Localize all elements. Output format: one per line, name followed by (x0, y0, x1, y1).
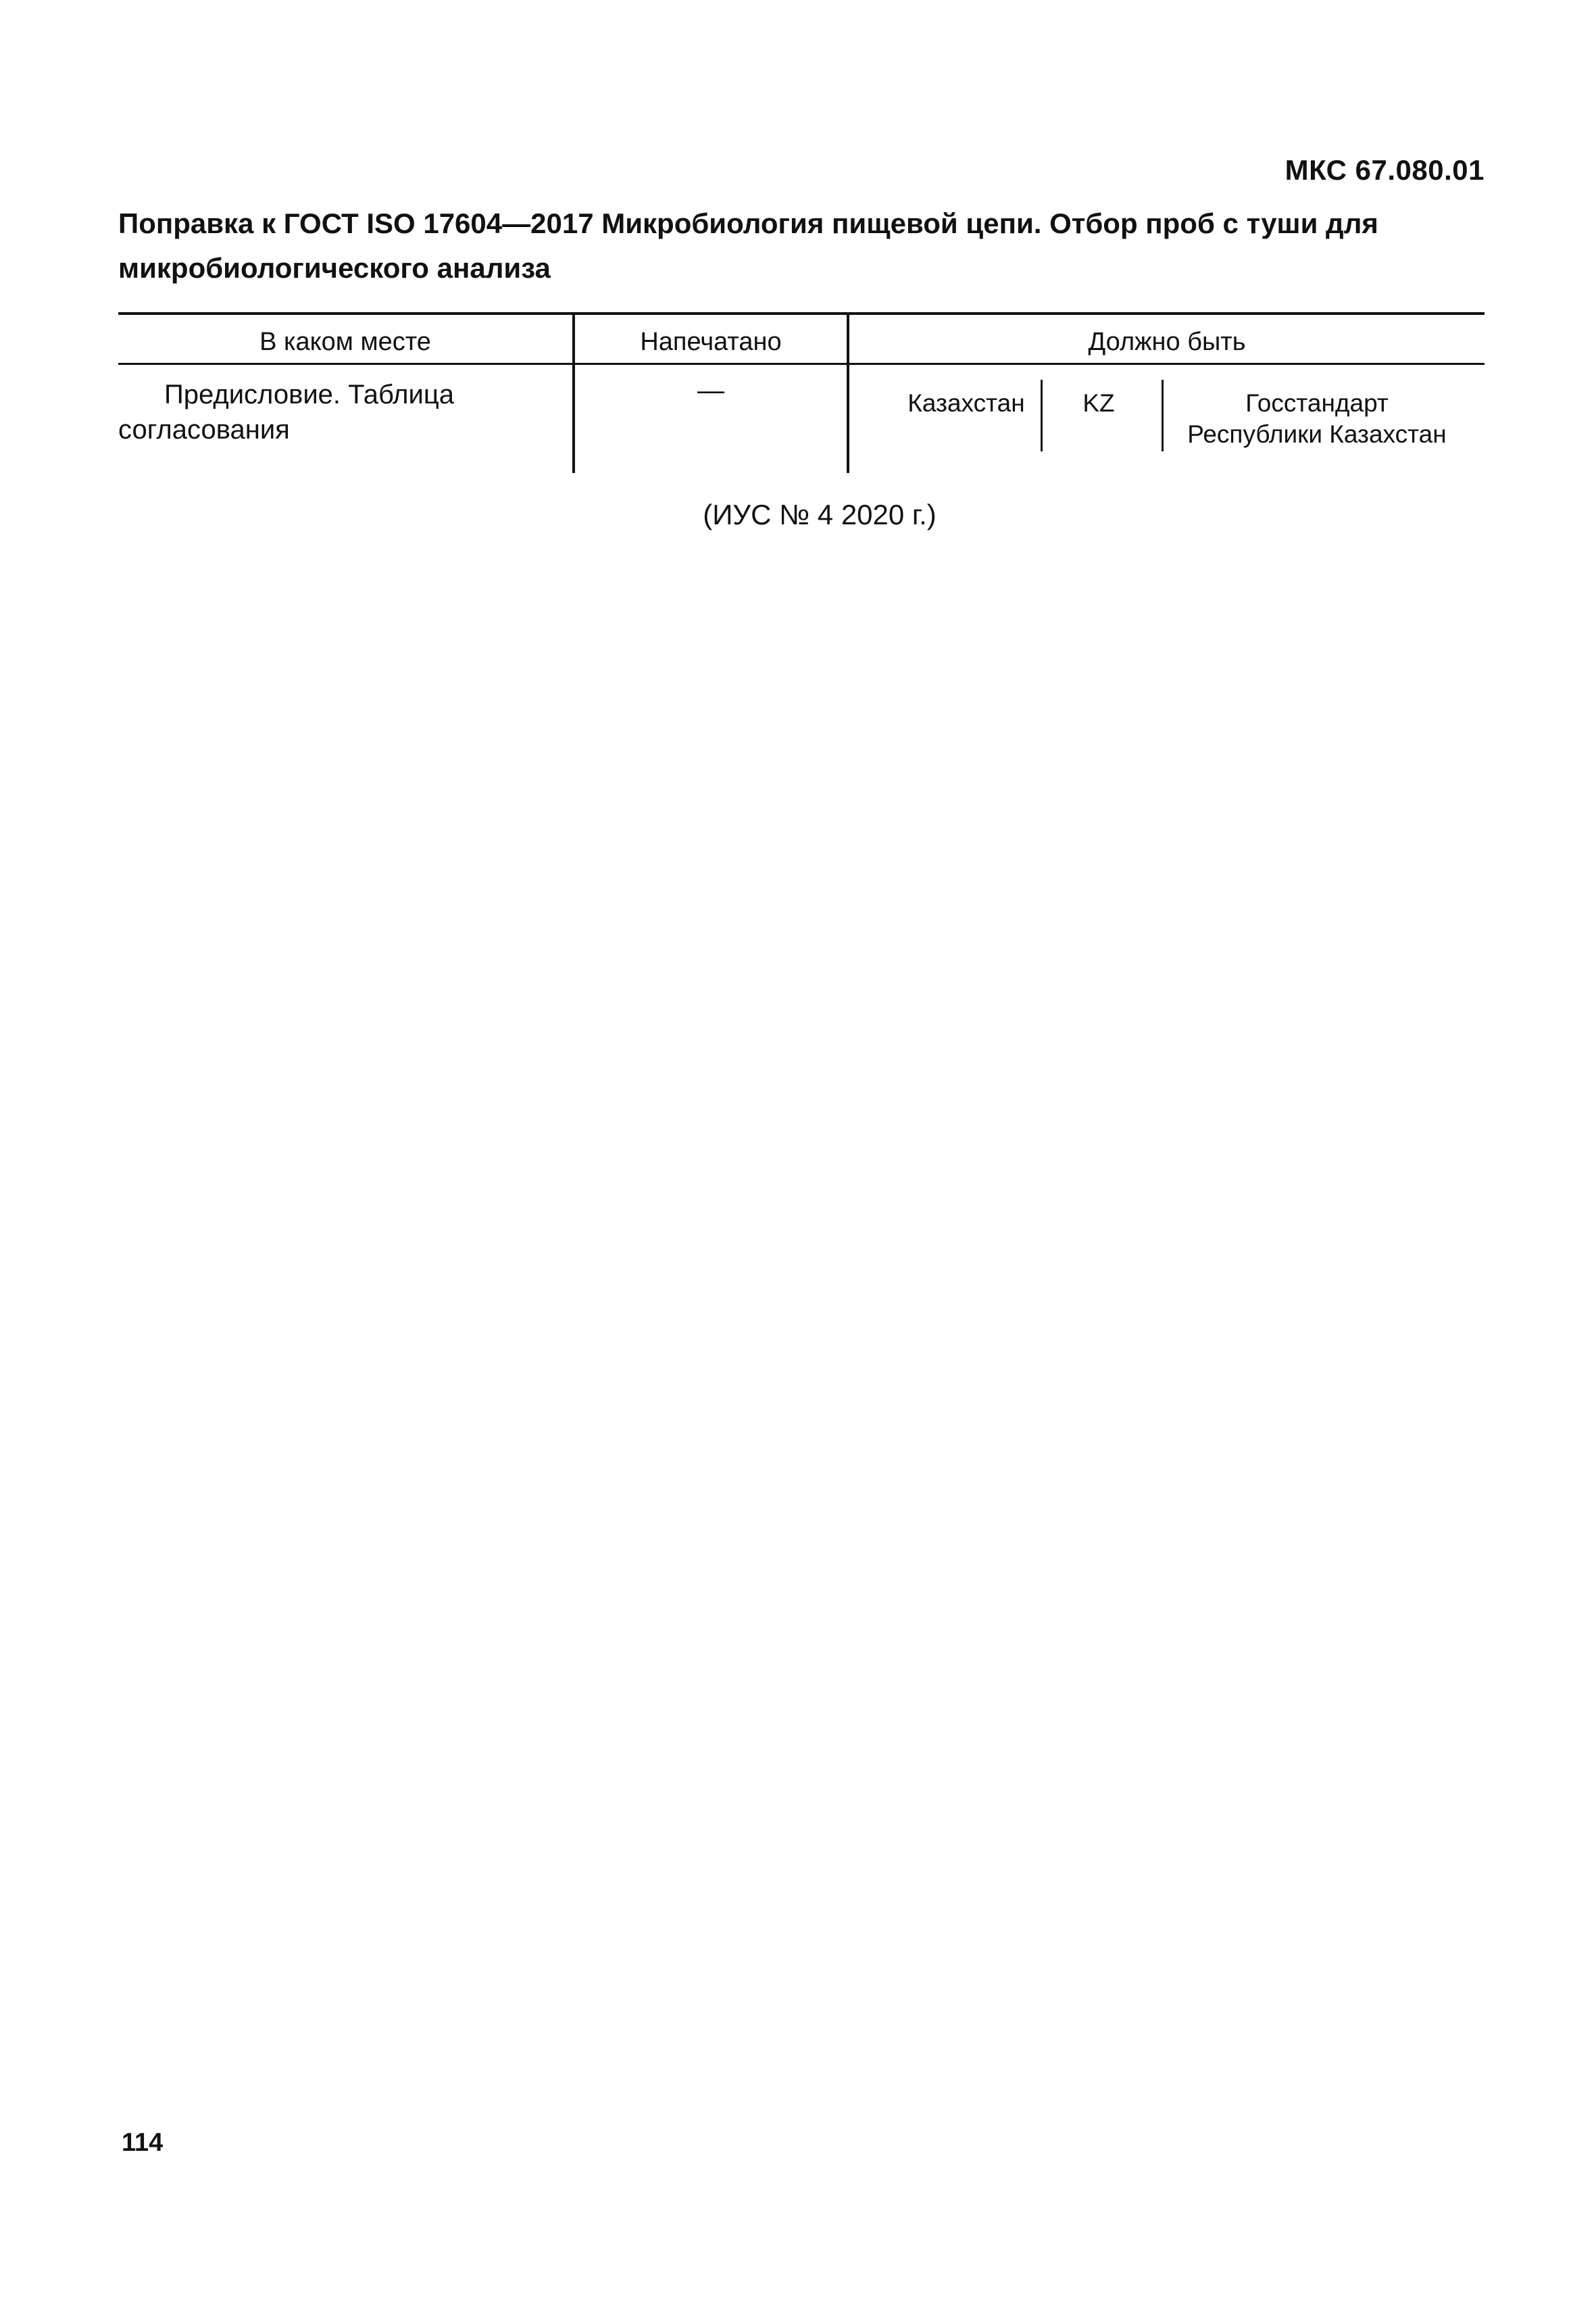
table-top-rule (118, 312, 1485, 315)
ius-reference (0, 499, 1596, 531)
cell-code: KZ (1082, 389, 1115, 417)
column-header-printed: Напечатано (640, 328, 782, 356)
amendment-title: Поправка к ГОСТ ISO 17604—2017 Микробиология пищевой цепи. Отбор проб с туши для микробиологического анализа (118, 207, 1378, 284)
amendment-table (118, 312, 1485, 473)
cell-where: Предисловие. Таблица согласования (118, 380, 454, 445)
sub-divider (1162, 380, 1164, 451)
column-header-should-be: Должно быть (1088, 328, 1246, 356)
mks-code: МКС 67.080.01 (1285, 154, 1485, 186)
cell-printed: — (697, 376, 724, 405)
page-number: 114 (122, 2129, 164, 2157)
cell-authority-line1: Госстандарт (1245, 389, 1389, 417)
ius-reference-text: (ИУС № 4 2020 г.) (703, 499, 937, 530)
column-header-where: В каком месте (259, 328, 431, 356)
table-header-rule (118, 363, 1485, 365)
cell-authority-line2: Республики Казахстан (1187, 420, 1447, 448)
cell-country: Казахстан (907, 389, 1025, 417)
